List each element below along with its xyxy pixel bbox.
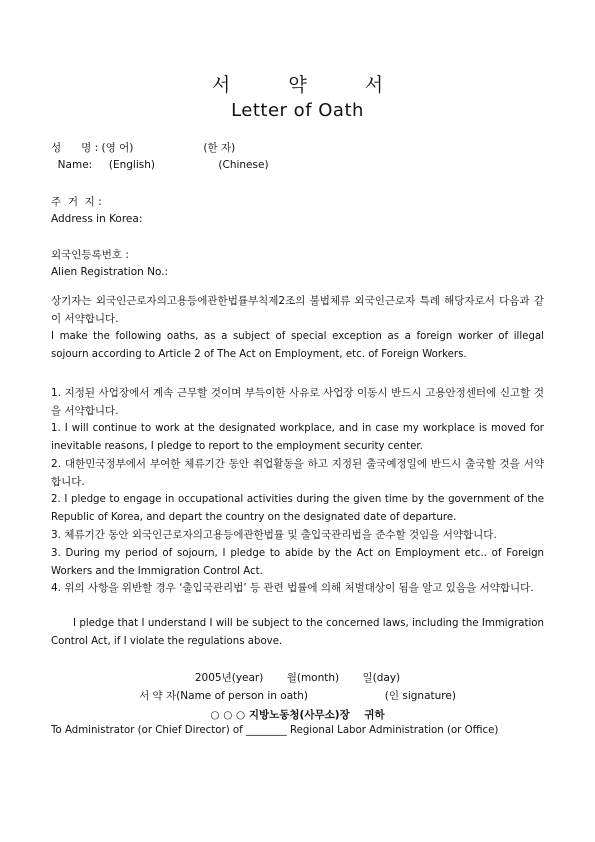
date-line: 2005년(year) 월(month) 일(day) [194, 672, 401, 684]
address-field-english: Address in Korea: [51, 213, 143, 225]
title-korean: 서 약 서 [211, 74, 410, 96]
clause-3-english: 3. During my period of sojourn, I pledge to abide by the Act on Employment etc.. of Foreign Workers and the Immigration Control Act. [51, 548, 544, 577]
clause-4-english: I pledge that I understand I will be subject to the concerned laws, including the Immigration Control Act, if I violate the regulations above. [51, 618, 544, 647]
office-recipient-korean: ○ ○ ○ 지방노동청(사무소)장 귀하 [210, 709, 385, 721]
clause-2-korean: 2. 대한민국정부에서 부여한 체류기간 동안 취업활동을 하고 지정된 출국예정일에 반드시 출국할 것을 서약합니다. [51, 458, 544, 488]
alien-registration-korean: 외국인등록번호 : [51, 249, 129, 261]
alien-registration-english: Alien Registration No.: [51, 266, 169, 278]
title-english: Letter of Oath [231, 100, 364, 121]
oath-person-line: 서 약 자(Name of person in oath) (인 signature) [139, 690, 456, 702]
name-field-korean: 성 명 : (영 어) (한 자) [51, 142, 236, 154]
name-field-english: Name: (English) (Chinese) [51, 159, 269, 171]
clause-1-english: 1. I will continue to work at the designated workplace, and in case my workplace is moved for inevitable reasons, I pledge to report to the employment security center. [51, 423, 544, 452]
intro-korean: 상기자는 외국인근로자의고용등에관한법률부칙제2조의 불법체류 외국인근로자 특례 해당자로서 다음과 같이 서약합니다. [51, 295, 544, 325]
intro-english: I make the following oaths, as a subject of special exception as a foreign worker of illegal sojourn according to Article 2 of The Act on Employment, etc. of Foreign Workers. [51, 331, 544, 360]
clause-2-english: 2. I pledge to engage in occupational activities during the given time by the government of the Republic of Korea, and depart the country on the designated date of departure. [51, 494, 544, 523]
clause-1-korean: 1. 지정된 사업장에서 계속 근무할 것이며 부득이한 사유로 사업장 이동시 반드시 고용안정센터에 신고할 것을 서약합니다. [51, 387, 544, 417]
clause-4-korean: 4. 위의 사항을 위반할 경우 ‘출입국관리법’ 등 관련 법률에 의해 처벌대상이 됨을 알고 있음을 서약합니다. [51, 582, 534, 594]
office-recipient-english: To Administrator (or Chief Director) of ________ Regional Labor Administration (or Office) [51, 725, 499, 736]
clause-3-korean: 3. 체류기간 동안 외국인근로자의고용등에관한법률 및 출입국관리법을 준수할 것임을 서약합니다. [51, 529, 497, 541]
address-field-korean: 주 거 지 : [51, 196, 102, 208]
